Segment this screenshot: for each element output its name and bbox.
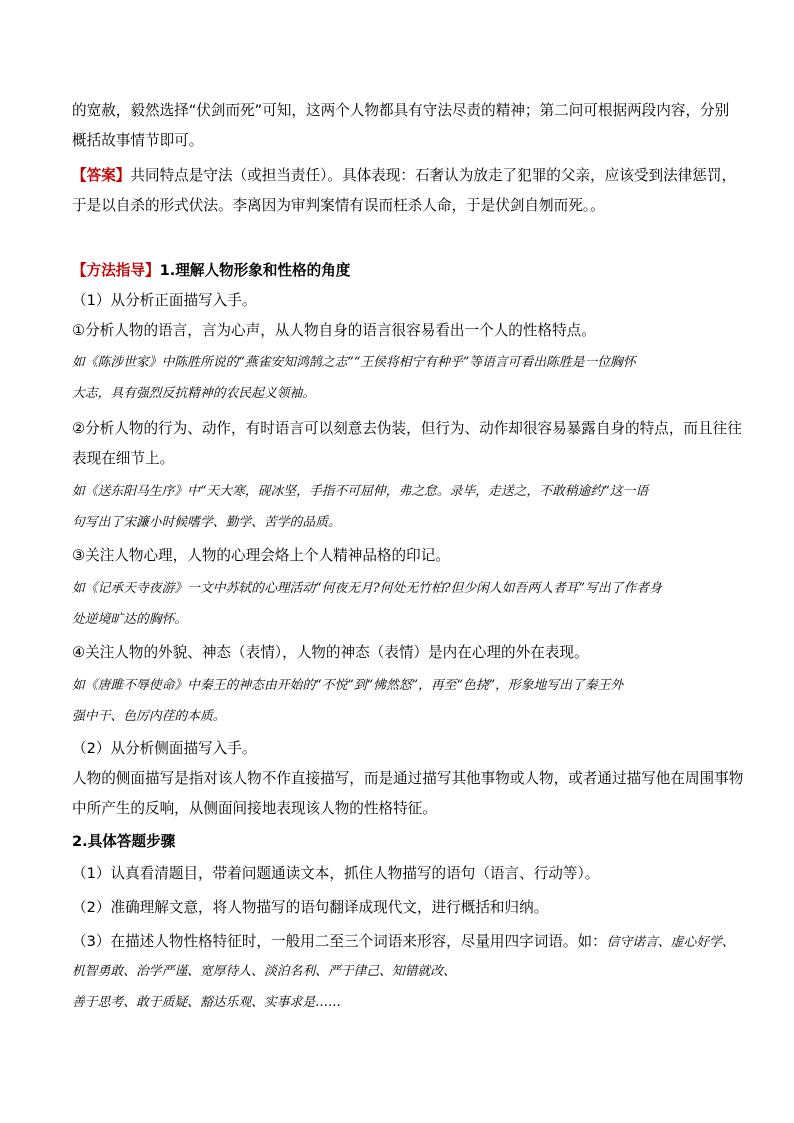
example-2-line-2: 句写出了宋濂小时候嗜学、勤学、苦学的品质。 xyxy=(72,515,341,530)
step-3-examples-start: 信守诺言、虚心好学、 xyxy=(606,935,735,950)
answer-text-1: 共同特点是守法（或担当责任）。具体表现：石奢认为放走了犯罪的父亲，应该受到法律惩罚， xyxy=(130,167,737,184)
step-2: （2）准确理解文意，将人物描写的语句翻译成现代文，进行概括和归纳。 xyxy=(72,899,549,916)
point-1: ①分析人物的语言，言为心声，从人物自身的语言很容易看出一个人的性格特点。 xyxy=(72,322,596,339)
text-line-2: 概括故事情节即可。 xyxy=(72,132,204,149)
answer-paragraph xyxy=(72,169,736,184)
section-1-title: 1.理解人物形象和性格的角度 xyxy=(159,262,351,279)
side-desc-line-1: 人物的侧面描写是指对该人物不作直接描写，而是通过描写其他事物或人物，或者通过描写他在周围事物 xyxy=(72,770,744,787)
text-line-1: 的宽赦，毅然选择“伏剑而死”可知，这两个人物都具有守法尽责的精神；第二问可根据两段内容，分别 xyxy=(72,102,730,119)
step-3-line-3: 善于思考、敢于质疑、豁达乐观、实事求是…… xyxy=(72,995,341,1010)
example-3-line-1: 如《记承天寺夜游》一文中苏轼的心理活动“何夜无月?何处无竹柏?但少闲人如吾两人者耳”写出了作者身 xyxy=(72,581,662,596)
section-2-title: 2.具体答题步骤 xyxy=(72,833,176,850)
example-1-line-1: 如《陈涉世家》中陈胜所说的“燕雀安知鸿鹄之志”“王侯将相宁有种乎”等语言可看出陈胜是一位胸怀 xyxy=(72,355,636,370)
example-4-line-1: 如《唐雎不辱使命》中秦王的神态由开始的“不悦”到“怫然怒”，再至“色挠”，形象地写出了秦王外 xyxy=(72,678,624,693)
point-4: ④关注人物的外貌、神态（表情），人物的神态（表情）是内在心理的外在表现。 xyxy=(72,644,589,661)
example-1-line-2: 大志，具有强烈反抗精神的农民起义领袖。 xyxy=(72,386,316,401)
subsection-1: （1）从分析正面描写入手。 xyxy=(72,292,257,309)
point-2-line-1: ②分析人物的行为、动作，有时语言可以刻意去伪装，但行为、动作却很容易暴露自身的特点，而且往往 xyxy=(72,420,742,437)
method-heading xyxy=(72,264,350,279)
step-3-line-1 xyxy=(72,935,735,950)
example-2-line-1: 如《送东阳马生序》中“天大寒，砚冰坚，手指不可屈伸，弗之怠。录毕，走送之，不敢稍逾约”这一语 xyxy=(72,484,649,499)
method-tag: 【方法指导】 xyxy=(72,262,160,279)
example-3-line-2: 处逆境旷达的胸怀。 xyxy=(72,612,188,627)
point-2-line-2: 表现在细节上。 xyxy=(72,450,175,467)
point-3: ③关注人物心理，人物的心理会烙上个人精神品格的印记。 xyxy=(72,547,450,564)
example-4-line-2: 强中干、色厉内荏的本质。 xyxy=(72,709,226,724)
answer-tag: 【答案】 xyxy=(72,167,131,184)
subsection-2: （2）从分析侧面描写入手。 xyxy=(72,740,257,757)
side-desc-line-2: 中所产生的反响，从侧面间接地表现该人物的性格特征。 xyxy=(72,800,437,817)
step-1: （1）认真看清题目，带着问题通读文本，抓住人物描写的语句（语言、行动等）。 xyxy=(72,865,600,882)
step-3-line-2: 机智勇敢、治学严谨、宽厚待人、淡泊名利、严于律己、知错就改、 xyxy=(72,964,456,979)
step-3-text: （3）在描述人物性格特征时，一般用二至三个词语来形容，尽量用四字词语。如： xyxy=(72,933,607,950)
answer-text-2: 于是以自杀的形式伏法。李离因为审判案情有误而枉杀人命，于是伏剑自刎而死。。 xyxy=(72,197,605,214)
